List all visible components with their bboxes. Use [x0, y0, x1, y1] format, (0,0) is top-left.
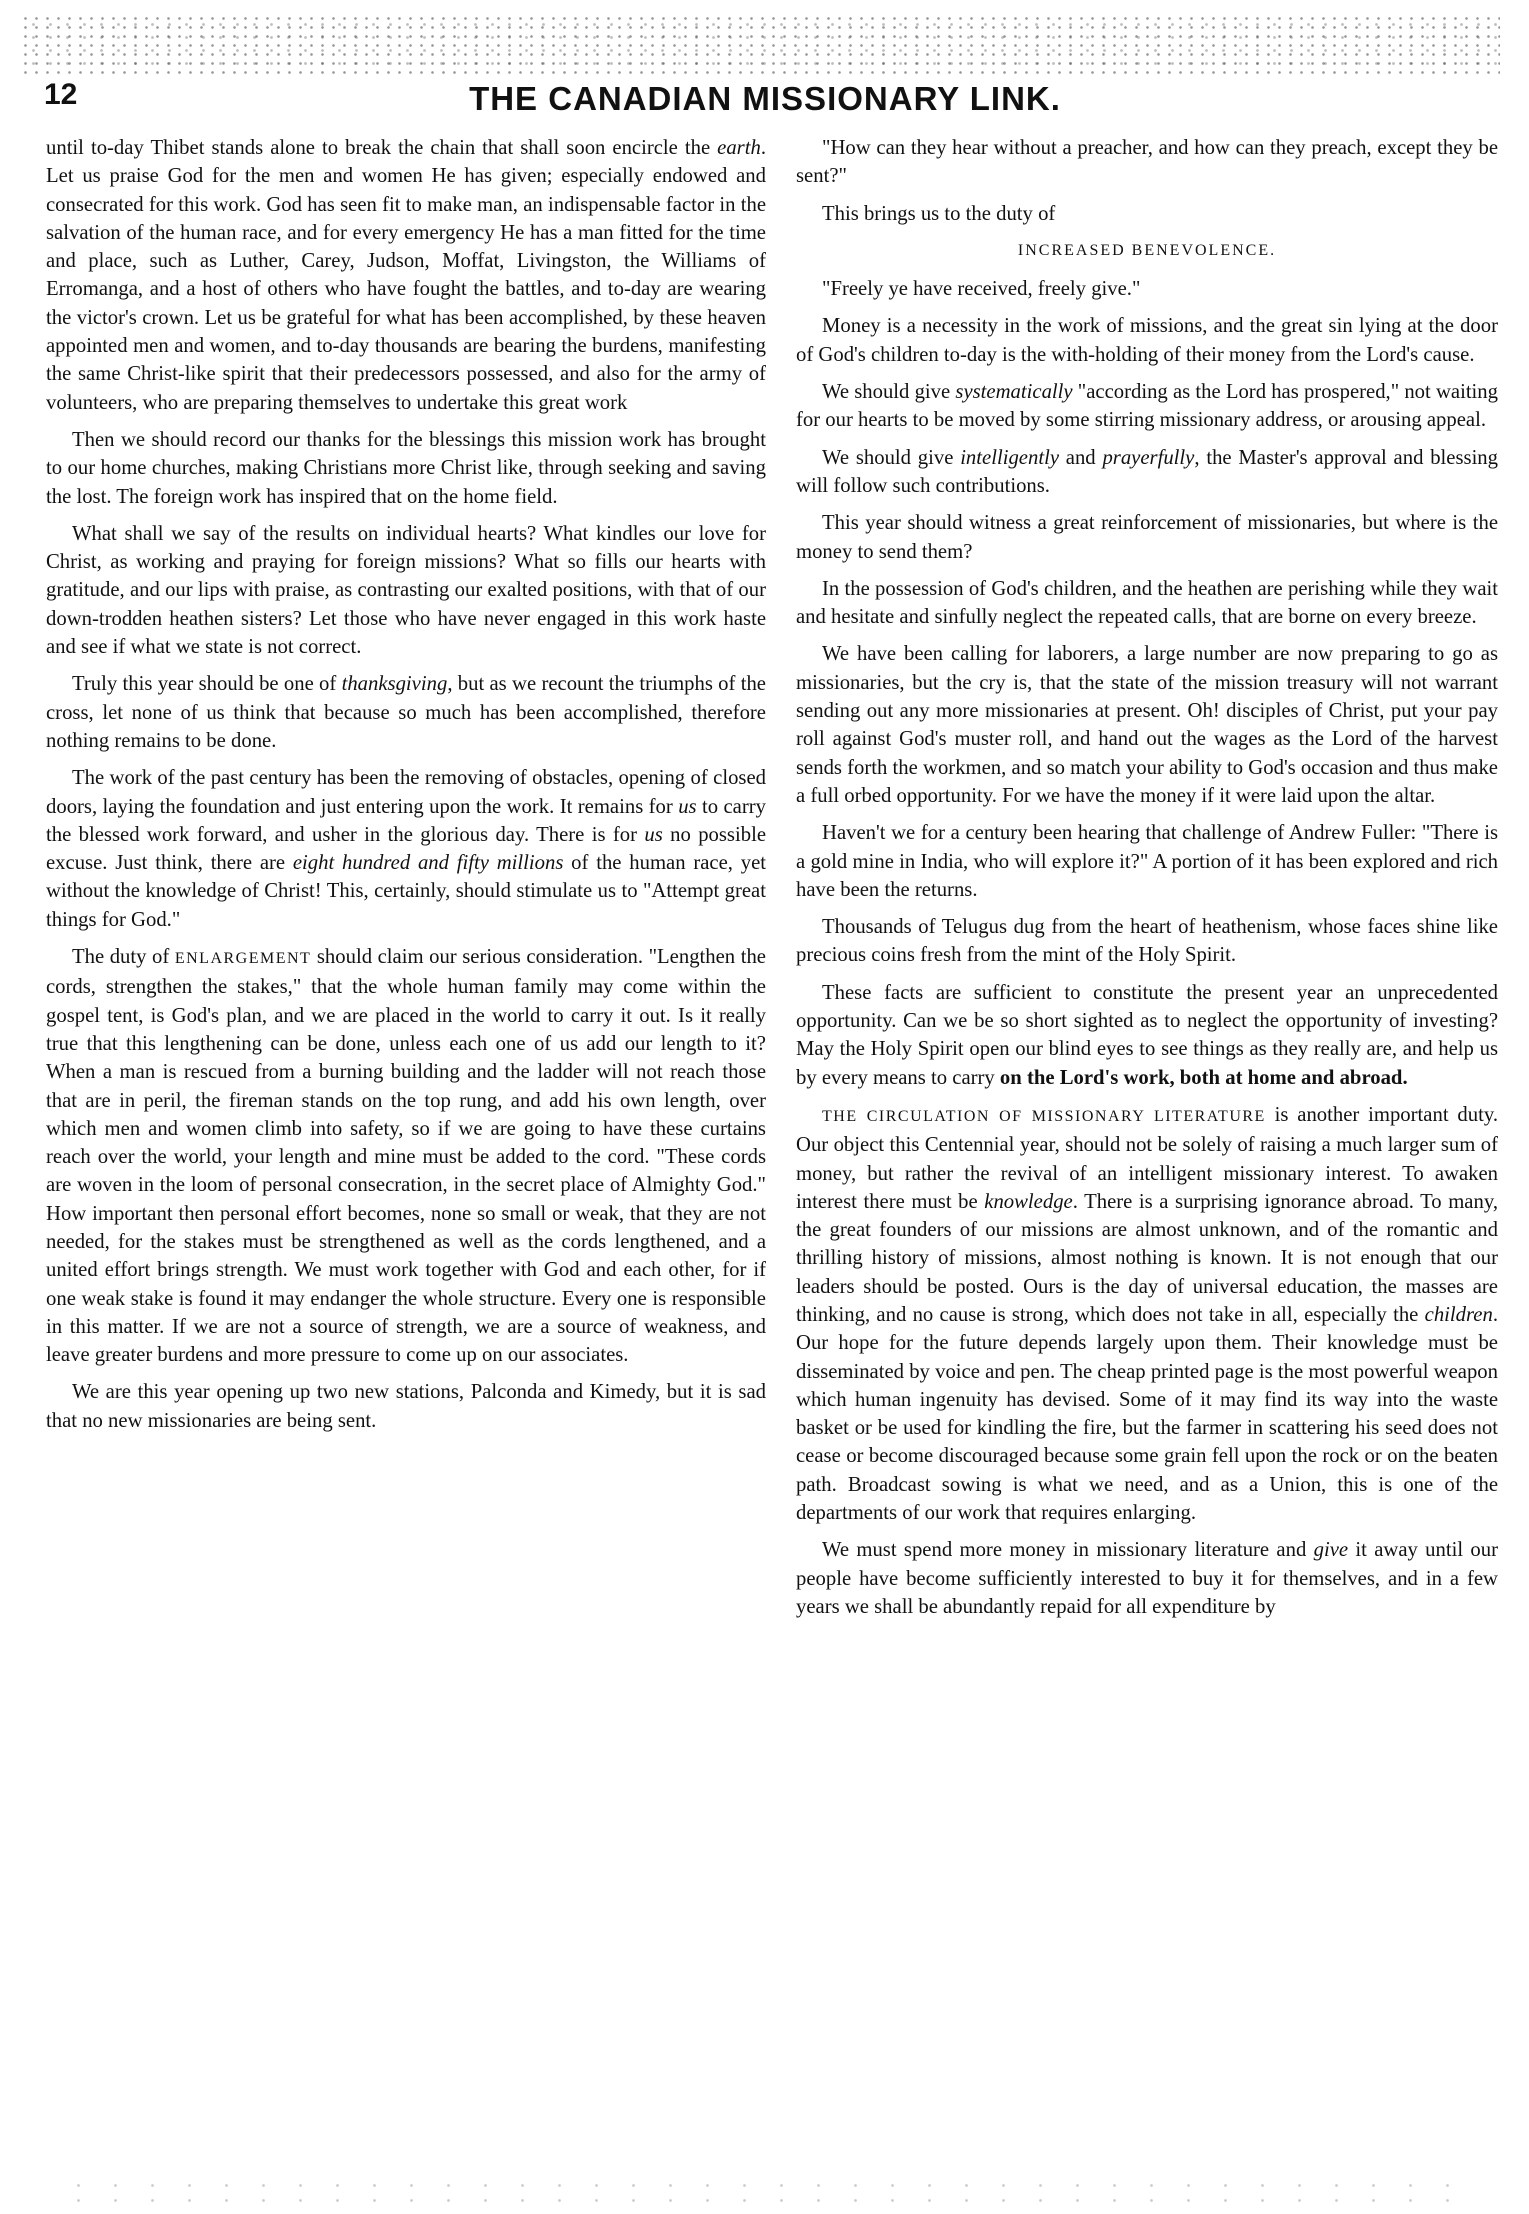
text-run: "according as the Lord has prospered," not waiting for our hearts to be moved by some stirring missionary address, or arousing appeal.: [796, 381, 1498, 432]
left-paragraph-3: What shall we say of the results on individual hearts? What kindles our love for Christ, as working and praying for foreign missions? What so fills our hearts with gratitude, and our lips with praise, as contrasting our exalted positions, with that of our down-trodden heathen sisters? Let those who have never engaged in this work haste and see if what we state is not correct.: [46, 522, 766, 659]
text-run: of the human race, yet without the knowledge of Christ! This, certainly, should stimulate us to "Attempt great things for God.": [46, 852, 766, 931]
print-noise-bottom: [60, 2178, 1460, 2206]
right-paragraph-1: Money is a necessity in the work of missions, and the great sin lying at the door of God's children to-day is the with-holding of their money from the Lord's cause.: [796, 315, 1498, 366]
page-number: 12: [44, 78, 78, 111]
text-run: it away until our people have become sufficiently interested to buy it for themselves, and in a few years we shall be abundantly repaid for all expenditure by: [796, 1539, 1498, 1618]
text-run: to carry the blessed work forward, and usher in the glorious day. There is for: [46, 795, 766, 846]
right-paragraph-8: Thousands of Telugus dug from the heart of heathenism, whose faces shine like precious coins fresh from the mint of the Holy Spirit.: [796, 916, 1498, 967]
italic-earth: earth: [717, 137, 761, 159]
enlargement-heading: ENLARGEMENT: [174, 950, 312, 968]
text-run: and: [1059, 446, 1103, 469]
right-paragraph-9: [796, 979, 1498, 1092]
right-paragraph-2: [796, 378, 1498, 435]
duty-intro: This brings us to the duty of: [822, 202, 1056, 225]
text-run: , the Master's approval and blessing will follow such contributions.: [796, 446, 1498, 497]
text-run: The duty of: [72, 946, 175, 969]
italic-prayerfully: prayerfully: [1102, 446, 1195, 469]
left-paragraph-5: [46, 764, 766, 934]
increased-benevolence-heading: INCREASED BENEVOLENCE.: [1017, 241, 1277, 259]
text-run: is another important duty. Our object this Centennial year, should not be solely of raising a much larger sum of money, but rather the revival of an intelligent missionary interest. To awaken interest there must be: [796, 1103, 1498, 1213]
text-run: , but as we recount the triumphs of the cross, let none of us think that because so much has been accomplished, therefore nothing remains to be done.: [46, 673, 766, 752]
italic-give: give: [1313, 1539, 1349, 1562]
italic-systematically: systematically: [955, 381, 1073, 404]
page-header: [40, 78, 1490, 128]
italic-us: us: [644, 823, 663, 846]
text-run: should claim our serious consideration. "Lengthen the cords, strengthen the stakes," that the whole human family may come within the gospel tent, is God's plan, and we are placed in the world to carry it out. Is it really true that this lengthening can be done, unless each one of us add our length to it? When a man is rescued from a burning building and the ladder will not reach those that are in peril, the fireman stands on the top rung, and add his own length, over which men and women climb into safety, so if we are going to have these curtains reach over the world, your length and mine must be added to the cord. "These cords are woven in the loom of personal consecration, in the secret place of Almighty God." How important then personal effort becomes, none so small or weak, that they are not needed, for the stakes must be strengthened as well as the cords lengthened, and a united effort brings strength. We must work together with God and each other, for if one weak stake is found it may endanger the whole structure. Every one is responsible in this matter. If we are not a source of strength, we are a source of weakness, and leave greater burdens and more pressure to come up on our associates.: [46, 946, 766, 1367]
right-paragraph-6: We have been calling for laborers, a large number are now preparing to go as missionaries, but the cry is, that the state of the mission treasury will not warrant sending out any more missionaries at present. Oh! disciples of Christ, put your pay roll against God's muster roll, and hand out the wages as the Lord of the harvest sends forth the workmen, and so match your ability to God's occasion and thus make a full orbed opportunity. For we have the money if it were laid upon the altar.: [796, 643, 1498, 807]
text-run: We should give: [822, 446, 961, 469]
left-paragraph-6: [46, 943, 766, 1369]
left-paragraph-4: [46, 670, 766, 755]
right-paragraph-4: This year should witness a great reinforcement of missionaries, but where is the money to send them?: [796, 512, 1498, 563]
text-run: . Our hope for the future depends largely upon them. Their knowledge must be disseminated by voice and pen. The cheap printed page is the most powerful weapon which human ingenuity has devised. Some of it may find its way into the waste basket or be used for kindling the fire, but the farmer in scattering his seed does not cease or become discouraged because some grain fell upon the rock or on the beaten path. Broadcast sowing is what we need, and as a Union, this is one of the departments of our work that requires enlarging.: [796, 1303, 1498, 1525]
left-paragraph-1: [46, 134, 766, 417]
print-noise-top: [20, 14, 1500, 74]
italic-thanksgiving: thanksgiving: [341, 673, 448, 696]
text-run: until to-day Thibet stands alone to break the chain that shall soon encircle the: [46, 137, 718, 159]
text-run: no possible excuse. Just think, there are: [46, 823, 766, 875]
right-paragraph-7: Haven't we for a century been hearing that challenge of Andrew Fuller: "There is a gold mine in India, who will explore it?" A portion of it has been explored and rich have been the returns.: [796, 822, 1498, 901]
text-run: These facts are sufficient to constitute the present year an unprecedented opportunity. Can we be so short sighted as to neglect the opportunity of investing? May the Holy Spirit open our blind eyes to see things as they really are, and help us by every means to carry: [796, 981, 1498, 1089]
text-run: We should give: [822, 381, 956, 404]
text-run: Truly this year should be one of: [72, 673, 342, 696]
text-run: We must spend more money in missionary literature and: [822, 1539, 1314, 1562]
italic-millions: eight hundred and fifty millions: [292, 852, 564, 875]
right-paragraph-11: [796, 1536, 1498, 1621]
italic-intelligently: intelligently: [960, 446, 1059, 469]
right-paragraph-5: In the possession of God's children, and the heathen are perishing while they wait and hesitate and sinfully neglect the repeated calls, that are borne on every breeze.: [796, 577, 1498, 629]
italic-children: children: [1424, 1303, 1493, 1326]
text-run: The work of the past century has been the removing of obstacles, opening of closed doors, laying the foundation and just entering upon the work. It remains for: [46, 767, 766, 818]
italic-us: us: [678, 795, 697, 818]
text-run: . There is a surprising ignorance abroad. To many, the great founders of our missions are almost unknown, and of the romantic and thrilling history of missions, almost nothing is known. It is not enough that our leaders should be posted. Ours is the day of universal education, the masses are thinking, and no cause is strong, which does not take in all, especially the: [796, 1190, 1498, 1326]
right-paragraph-3: [796, 444, 1498, 501]
quote-preacher: "How can they hear without a preacher, and how can they preach, except they be sent?": [796, 137, 1498, 188]
left-paragraph-7: We are this year opening up two new stations, Palconda and Kimedy, but it is sad that no new missionaries are being sent.: [46, 1381, 766, 1432]
left-column: [46, 134, 766, 2174]
left-paragraph-2: Then we should record our thanks for the blessings this mission work has brought to our home churches, making Christians more Christ like, through seeking and saving the lost. The foreign work has inspired that on the home field.: [46, 428, 766, 508]
right-column: [796, 134, 1498, 2174]
circulation-heading: THE CIRCULATION OF MISSIONARY LITERATURE: [822, 1107, 1266, 1125]
journal-title: THE CANADIAN MISSIONARY LINK.: [469, 80, 1061, 117]
right-paragraph-10: [796, 1101, 1498, 1527]
quote-freely: "Freely ye have received, freely give.": [822, 278, 1141, 301]
italic-knowledge: knowledge: [984, 1190, 1073, 1213]
bold-text-run: on the Lord's work, both at home and abroad.: [999, 1066, 1408, 1089]
text-run: . Let us praise God for the men and women He has given; especially endowed and consecrated for this work. God has seen fit to make man, an indispensable factor in the salvation of the human race, and for every emergency He has a man fitted for the time and place, such as Luther, Carey, Judson, Moffat, Livingston, the Williams of Erromanga, and a host of others who have fought the battles, and to-day are wearing the victor's crown. Let us be grateful for what has been accomplished, by these heaven appointed men and women, and to-day thousands are bearing the burdens, manifesting the same Christ-like spirit that their predecessors possessed, and also for the army of volunteers, who are preparing themselves to undertake this great work: [46, 137, 766, 414]
